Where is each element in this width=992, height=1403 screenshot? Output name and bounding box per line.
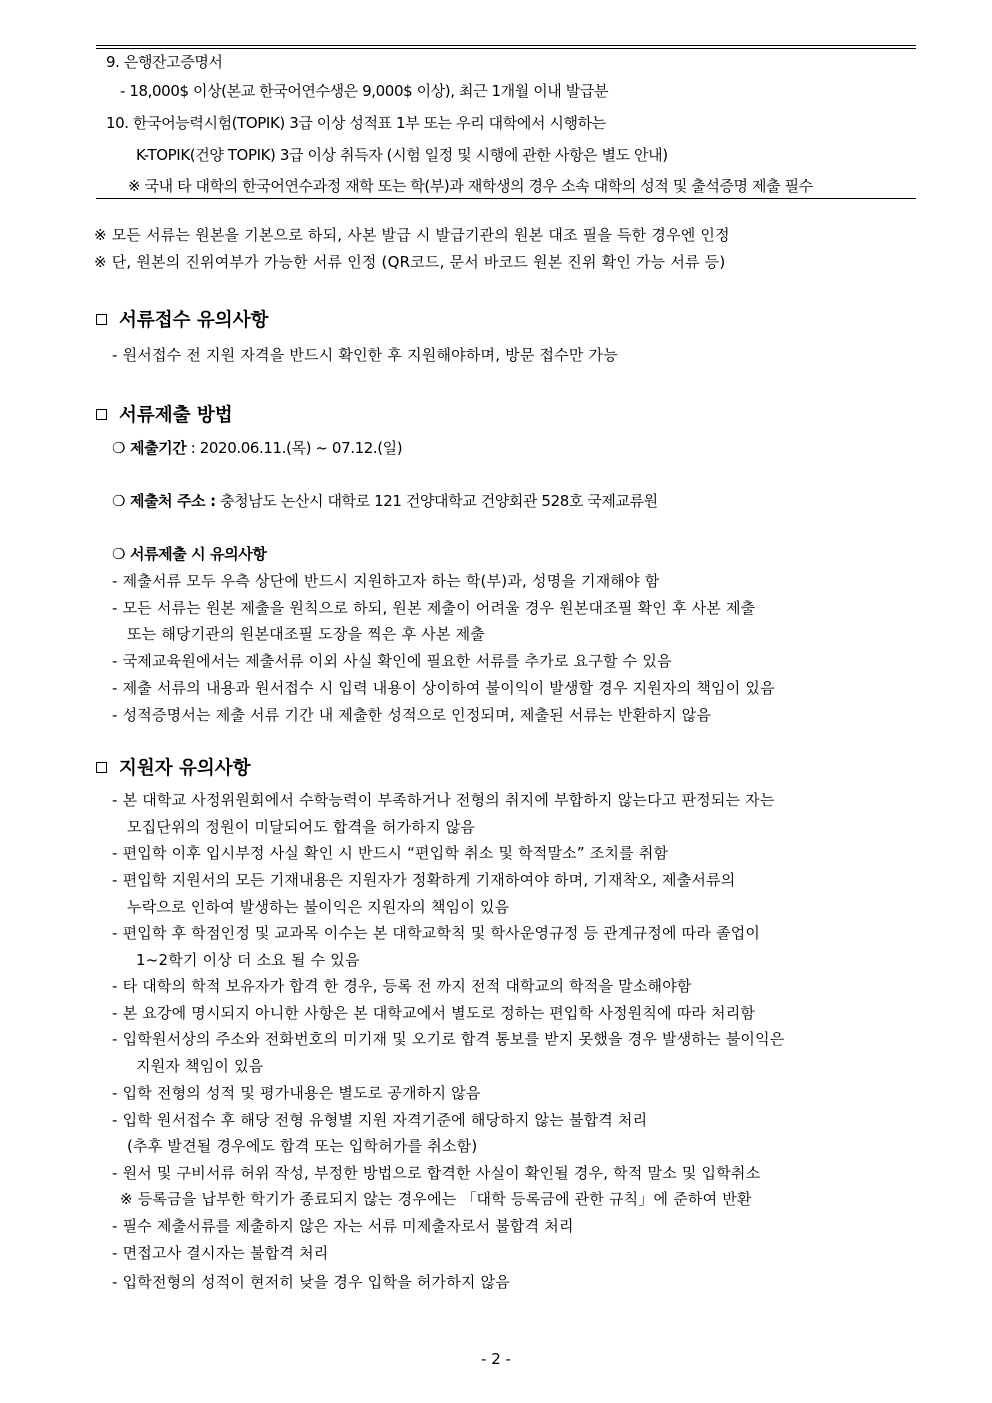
receipt-line: - 원서접수 전 지원 자격을 반드시 확인한 후 지원해야하며, 방문 접수만 가능 xyxy=(112,346,618,364)
top-box-note: ※ 국내 타 대학의 한국어연수과정 재학 또는 학(부)과 재학생의 경우 소속 대학의 성적 및 출석증명 제출 필수 xyxy=(128,177,813,195)
caution-line: - 제출서류 모두 우측 상단에 반드시 지원하고자 하는 학(부)과, 성명을 기재해야 함 xyxy=(112,572,660,590)
applicant-line: - 원서 및 구비서류 허위 작성, 부정한 방법으로 합격한 사실이 확인될 경우, 학적 말소 및 입학취소 xyxy=(112,1164,761,1182)
applicant-line: ※ 등록금을 납부한 학기가 종료되지 않는 경우에는 「대학 등록금에 관한 규칙」에 준하여 반환 xyxy=(120,1190,752,1208)
applicant-line: (추후 발견될 경우에도 합격 또는 입학허가를 취소함) xyxy=(127,1137,478,1155)
section-heading-applicant xyxy=(96,759,251,779)
applicant-line: - 입학 원서접수 후 해당 전형 유형별 지원 자격기준에 해당하지 않는 불합격 처리 xyxy=(112,1111,648,1129)
applicant-line: - 입학전형의 성적이 현저히 낮을 경우 입학을 허가하지 않음 xyxy=(112,1273,510,1291)
applicant-line: - 입학원서상의 주소와 전화번호의 미기재 및 오기로 합격 통보를 받지 못했을 경우 발생하는 불이익은 xyxy=(112,1030,785,1048)
address-label: 제출처 주소 : xyxy=(130,492,216,510)
caution-line: 또는 해당기관의 원본대조필 도장을 찍은 후 사본 제출 xyxy=(127,625,485,643)
section-title: 서류제출 방법 xyxy=(119,405,233,426)
applicant-line: - 본 대학교 사정위원회에서 수학능력이 부족하거나 전형의 취지에 부합하지 않는다고 판정되는 자는 xyxy=(112,791,775,809)
applicant-line: - 편입학 지원서의 모든 기재내용은 지원자가 정확하게 기재하여야 하며, 기재착오, 제출서류의 xyxy=(112,871,736,889)
period-value: : 2020.06.11.(목) ~ 07.12.(일) xyxy=(190,439,403,457)
applicant-line: 지원자 책임이 있음 xyxy=(136,1057,264,1075)
applicant-line: - 본 요강에 명시되지 아니한 사항은 본 대학교에서 별도로 정하는 편입학 사정원칙에 따라 처리함 xyxy=(112,1004,756,1022)
note-original: ※ 모든 서류는 원본을 기본으로 하되, 사본 발급 시 발급기관의 원본 대조 필을 득한 경우엔 인정 xyxy=(94,226,730,244)
applicant-line: 누락으로 인하여 발생하는 불이익은 지원자의 책임이 있음 xyxy=(127,898,510,916)
circle-bullet-icon: ❍ xyxy=(112,545,126,563)
section-heading-submission xyxy=(96,406,233,426)
circle-bullet-icon: ❍ xyxy=(112,492,126,510)
section-title: 서류접수 유의사항 xyxy=(119,310,269,331)
address-value: 충청남도 논산시 대학로 121 건양대학교 건양회관 528호 국제교류원 xyxy=(220,492,658,510)
circle-bullet-icon: ❍ xyxy=(112,439,126,457)
item-10-line2: K-TOPIK(건양 TOPIK) 3급 이상 취득자 (시험 일정 및 시행에 관한 사항은 별도 안내) xyxy=(136,146,668,164)
caution-line: - 제출 서류의 내용과 원서접수 시 입력 내용이 상이하여 불이익이 발생할 경우 지원자의 책임이 있음 xyxy=(112,679,775,697)
section-heading-receipt xyxy=(96,311,268,331)
section-title: 지원자 유의사항 xyxy=(119,758,251,779)
page-number: - 2 - xyxy=(481,1350,511,1368)
applicant-line: 모집단위의 정원이 미달되어도 합격을 허가하지 않음 xyxy=(127,818,476,836)
top-rule xyxy=(96,45,916,46)
caution-label: 서류제출 시 유의사항 xyxy=(130,545,267,563)
checkbox-square-icon xyxy=(96,762,107,773)
period-label: 제출기간 xyxy=(130,439,187,457)
top-rule-inner xyxy=(96,48,916,49)
applicant-line: - 필수 제출서류를 제출하지 않은 자는 서류 미제출자로서 불합격 처리 xyxy=(112,1217,574,1235)
applicant-line: - 편입학 이후 입시부정 사실 확인 시 반드시 “편입학 취소 및 학적말소” 조치를 취함 xyxy=(112,844,669,862)
applicant-line: - 타 대학의 학적 보유자가 합격 한 경우, 등록 전 까지 전적 대학교의 학적을 말소해야함 xyxy=(112,977,692,995)
submission-address xyxy=(112,491,658,511)
checkbox-square-icon xyxy=(96,409,107,420)
checkbox-square-icon xyxy=(96,314,107,325)
applicant-line: 1~2학기 이상 더 소요 될 수 있음 xyxy=(136,951,360,969)
applicant-line: - 면접고사 결시자는 불합격 처리 xyxy=(112,1244,329,1262)
note-verification: ※ 단, 원본의 진위여부가 가능한 서류 인정 (QR코드, 문서 바코드 원본 진위 확인 가능 서류 등) xyxy=(94,253,726,271)
applicant-line: - 편입학 후 학점인정 및 교과목 이수는 본 대학교학칙 및 학사운영규정 등 관계규정에 따라 졸업이 xyxy=(112,924,761,942)
submission-period xyxy=(112,438,402,458)
bottom-rule xyxy=(96,198,916,199)
caution-line: - 국제교육원에서는 제출서류 이외 사실 확인에 필요한 서류를 추가로 요구할 수 있음 xyxy=(112,652,672,670)
caution-line: - 모든 서류는 원본 제출을 원칙으로 하되, 원본 제출이 어려울 경우 원본대조필 확인 후 사본 제출 xyxy=(112,599,756,617)
submission-caution-label xyxy=(112,544,266,564)
applicant-line: - 입학 전형의 성적 및 평가내용은 별도로 공개하지 않음 xyxy=(112,1084,481,1102)
caution-line: - 성적증명서는 제출 서류 기간 내 제출한 성적으로 인정되며, 제출된 서류는 반환하지 않음 xyxy=(112,706,712,724)
item-10-line1: 10. 한국어능력시험(TOPIK) 3급 이상 성적표 1부 또는 우리 대학에서 시행하는 xyxy=(106,114,606,132)
item-9: 9. 은행잔고증명서 xyxy=(106,53,223,71)
item-9-detail: - 18,000$ 이상(본교 한국어연수생은 9,000$ 이상), 최근 1개월 이내 발급분 xyxy=(120,82,609,100)
